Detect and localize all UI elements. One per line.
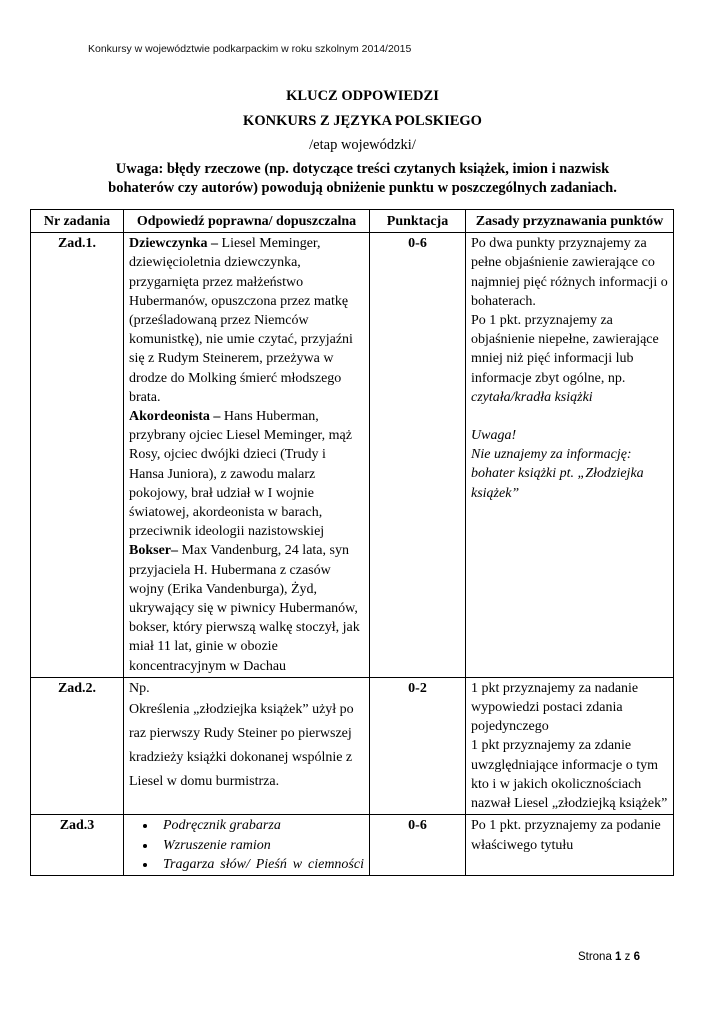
character-description-accordionist: Hans Huberman, przybrany ojciec Liesel Meminger, mąż Rosy, ojciec dwójki dzieci (Trudy i Hansa Juniora), z zawodu malarz pokojowy, brał udział w I wojnie światowej, akordeonista w barach, przeciwnik ideologii nazistowskiej	[129, 409, 352, 540]
task-number: Zad.2.	[31, 677, 124, 814]
points-cell: 0-6	[370, 233, 466, 678]
list-item: • Podręcznik grabarza	[157, 816, 364, 835]
points-cell: 0-2	[370, 677, 466, 814]
task-number: Zad.1.	[31, 233, 124, 678]
rule-simple-sentence: 1 pkt przyznajemy za nadanie wypowiedzi postaci zdania pojedynczego	[471, 680, 639, 735]
document-title: KLUCZ ODPOWIEDZI	[286, 88, 439, 104]
note-text: Nie uznajemy za informację: bohater książki pt. „Złodziejka książek”	[471, 447, 644, 501]
rule-partial-answer: Po 1 pkt. przyznajemy za objaśnienie niepełne, zawierające mniej niż pięć informacji lub informacje zbyt ogólne, np. czytała/kradła książki	[471, 313, 659, 405]
rule-full-answer: Po dwa punkty przyznajemy za pełne objaśnienie zawierające co najmniej pięć różnych informacji o bohaterach.	[471, 236, 668, 309]
character-label-accordionist: Akordeonista –	[129, 409, 221, 425]
table-row-task-2	[31, 677, 674, 814]
note-label: Uwaga!	[471, 428, 517, 444]
character-description-boxer: Max Vandenburg, 24 lata, syn przyjaciela H. Hubermana z czasów wojny (Erika Vandenburga), Żyd, ukrywający się w piwnicy Hubermanów, bokser, który pierwszą walkę stoczył, jak miał 11 lat, ginie w obozie koncentracyjnym w Dachau	[129, 543, 360, 674]
character-label-boxer: Bokser–	[129, 543, 178, 559]
answer-text: Określenia „złodziejka książek” użył po raz pierwszy Rudy Steiner po pierwszej kradzieży książki dokonanej wspólnie z Liesel w domu burmistrza.	[129, 702, 354, 790]
character-label-girl: Dziewczynka –	[129, 236, 219, 252]
answer-cell	[124, 815, 370, 876]
stage-label: /etap wojewódzki/	[309, 137, 416, 153]
answer-cell	[124, 233, 370, 678]
table-row-task-3	[31, 815, 674, 876]
titles-list	[129, 816, 364, 874]
rules-cell	[466, 233, 674, 678]
table-row-task-1	[31, 233, 674, 678]
points-cell: 0-6	[370, 815, 466, 876]
answer-np: Np.	[129, 680, 150, 696]
rules-cell	[466, 677, 674, 814]
rules-cell: Po 1 pkt. przyznajemy za podanie właściwego tytułu	[466, 815, 674, 876]
page-number: Strona 1 z 6	[577, 951, 640, 963]
rule-circumstances: 1 pkt przyznajemy za zdanie uwzględniające informacje o tym kto i w jakich okolicznościach nazwał Liesel „złodziejką książek”	[471, 738, 668, 812]
character-description-girl: Liesel Meminger, dziewięcioletnia dziewczynka, przygarnięta przez małżeństwo Hubermanów, opuszczona przez matkę (prześladowaną przez Niemców komunistkę), nie umie czytać, przyjaźni się z Rudym Steinerem, przeżywa w drodze do Molking śmierć młodszego brata.	[129, 236, 353, 405]
table-header-row	[31, 210, 674, 233]
header-points: Punktacja	[370, 210, 466, 233]
list-item: • Tragarza słów/ Pieśń w ciemności	[157, 855, 364, 874]
answer-cell	[124, 677, 370, 814]
running-header: Konkursy w województwie podkarpackim w roku szkolnym 2014/2015	[88, 43, 412, 55]
document-subtitle: KONKURS Z JĘZYKA POLSKIEGO	[243, 113, 482, 129]
list-item: • Wzruszenie ramion	[157, 836, 364, 855]
warning-note: Uwaga: błędy rzeczowe (np. dotyczące treści czytanych książek, imion i nazwisk bohaterów czy autorów) powodują obniżenie punktu w poszczególnych zadaniach.	[108, 161, 617, 196]
rule-example: czytała/kradła książki	[471, 389, 593, 405]
header-correct-answer: Odpowiedź poprawna/ dopuszczalna	[124, 210, 370, 233]
header-task-number: Nr zadania	[31, 210, 124, 233]
header-scoring-rules: Zasady przyznawania punktów	[466, 210, 674, 233]
task-number: Zad.3	[31, 815, 124, 876]
answer-key-table	[30, 209, 674, 876]
